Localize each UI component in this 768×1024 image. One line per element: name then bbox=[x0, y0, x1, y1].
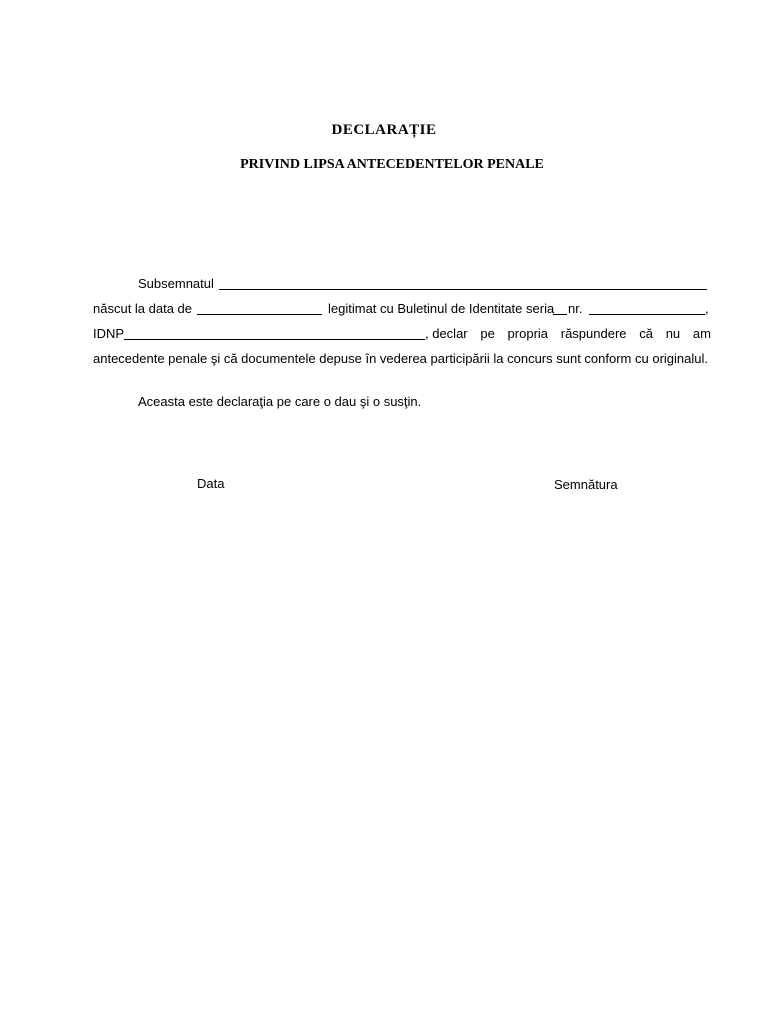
word: am bbox=[692, 326, 711, 341]
subsemnatul-label: Subsemnatul bbox=[138, 276, 214, 291]
word: că bbox=[639, 326, 653, 341]
id-series-field[interactable] bbox=[553, 314, 567, 315]
word: pe bbox=[480, 326, 495, 341]
birth-date-field[interactable] bbox=[197, 314, 322, 315]
comma: , bbox=[705, 301, 709, 316]
date-label: Data bbox=[197, 476, 225, 491]
declaration-closing: Aceasta este declaraţia pe care o dau şi o susţin. bbox=[138, 394, 422, 409]
word: nu bbox=[665, 326, 681, 341]
idnp-field[interactable] bbox=[124, 339, 425, 340]
word: propria bbox=[507, 326, 549, 341]
idnp-label: IDNP bbox=[93, 326, 125, 341]
document-subtitle: PRIVIND LIPSA ANTECEDENTELOR PENALE bbox=[240, 157, 544, 172]
id-number-field[interactable] bbox=[589, 314, 705, 315]
born-date-label: născut la data de bbox=[93, 301, 193, 316]
declaration-line-3 bbox=[425, 326, 711, 342]
signature-label: Semnătura bbox=[554, 477, 618, 492]
word: răspundere bbox=[560, 326, 627, 341]
declaration-line-4: antecedente penale şi că documentele depuse în vederea participării la concurs sunt conform cu originalul. bbox=[93, 351, 708, 366]
document-title: DECLARAȚIE bbox=[331, 122, 437, 138]
word: , declar bbox=[425, 326, 468, 341]
name-field[interactable] bbox=[219, 289, 707, 290]
id-series-label: legitimat cu Buletinul de Identitate seria bbox=[328, 301, 555, 316]
id-number-label: nr. bbox=[568, 301, 583, 316]
